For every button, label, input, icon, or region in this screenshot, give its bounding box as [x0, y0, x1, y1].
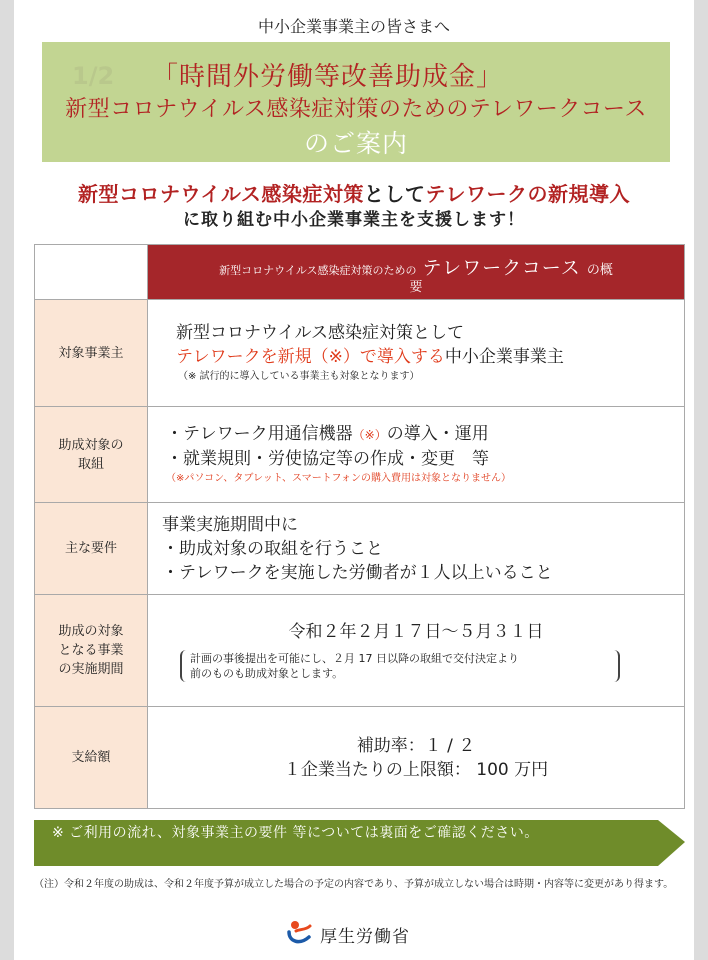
table-row: [35, 707, 685, 809]
target-line2-red: テレワークを新規（※）で導入する: [176, 347, 445, 367]
row-content: [148, 503, 685, 595]
period-text: 令和２年２月１７日～５月３１日: [288, 621, 544, 642]
overview-table: [34, 244, 685, 809]
header-blank-cell: [35, 245, 148, 300]
lead-line2: に取り組む中小企業事業主を支援します！: [183, 210, 525, 230]
period-note-a: 計画の事後提出を可能にし、２月 17 日以降の取組で交付決定より: [190, 651, 519, 665]
ministry-emblem-icon: [286, 918, 314, 946]
period-note: [180, 650, 620, 682]
title-line1: 「時間外労働等改善助成金」: [152, 62, 504, 92]
effort-note: （※パソコン、タブレット、スマートフォンの購入費用は対象となりません）: [166, 473, 511, 484]
title-box: [42, 42, 670, 162]
row-content: [148, 595, 685, 707]
target-line2-black: 中小企業事業主: [444, 347, 564, 367]
req-line3: ・テレワークを実施した労働者が１人以上いること: [162, 562, 553, 583]
header-big: テレワークコース: [422, 257, 581, 279]
header-last: 要: [409, 280, 423, 295]
row-content: [148, 707, 685, 809]
target-note: （※ 試行的に導入している事業主も対象となります）: [178, 371, 420, 382]
ministry-name: 厚生労働省: [320, 927, 410, 947]
target-line2: [162, 345, 670, 369]
rate-text: 補助率：１ / ２: [356, 735, 476, 756]
row-label-a: 助成対象の: [58, 437, 124, 453]
row-label: 対象事業主: [35, 300, 148, 407]
row-label-b: となる事業: [58, 643, 124, 658]
info-arrow-banner: [34, 820, 685, 870]
row-label: 主な要件: [35, 503, 148, 595]
flyer-page: [14, 0, 694, 960]
target-line1: 新型コロナウイルス感染症対策として: [176, 323, 464, 343]
banner-text: ※ ご利用の流れ、対象事業主の要件 等については裏面をご確認ください。: [52, 825, 539, 841]
ministry-logo: [286, 918, 486, 946]
table-row: [35, 300, 685, 407]
header-suffix: の概: [586, 263, 613, 278]
lead-part2: として: [363, 182, 426, 206]
title-line3: のご案内: [303, 129, 408, 158]
lead-part1: 新型コロナウイルス感染症対策: [78, 182, 364, 206]
period-note-b: 前のものも助成対象とします。: [190, 666, 344, 680]
title-line2: 新型コロナウイルス感染症対策のためのテレワークコース: [65, 97, 647, 122]
table-row: [35, 595, 685, 707]
row-label-a: 助成の対象: [58, 624, 124, 639]
table-row: [35, 503, 685, 595]
row-label: [35, 407, 148, 503]
header-small: 新型コロナウイルス感染症対策のための: [219, 264, 417, 277]
effort-line1-mark: （※）: [352, 428, 387, 442]
table-row: [35, 407, 685, 503]
row-label: [35, 595, 148, 707]
page-number: 1/2: [72, 62, 115, 90]
lead-part3: テレワークの新規導入: [425, 182, 630, 206]
row-content: [148, 407, 685, 503]
cap-text: １企業当たりの上限額： 100 万円: [283, 759, 549, 780]
req-line1: 事業実施期間中に: [162, 514, 298, 535]
row-label-b: 取組: [77, 456, 104, 472]
table-header: [148, 245, 685, 300]
req-line2: ・助成対象の取組を行うこと: [162, 538, 383, 559]
effort-line1-b: の導入・運用: [386, 424, 489, 444]
row-label-c: の実施期間: [58, 662, 124, 677]
greeting: 中小企業事業主の皆さまへ: [257, 17, 450, 36]
row-label: 支給額: [35, 707, 148, 809]
effort-line1: [162, 422, 670, 447]
effort-line2: ・就業規則・労使協定等の作成・変更 等: [166, 449, 489, 469]
effort-line1-a: ・テレワーク用通信機器: [166, 424, 353, 444]
lead-line1: [14, 178, 694, 207]
footnote: （注）令和２年度の助成は、令和２年度予算が成立した場合の予定の内容であり、予算が成立しない場合は時期・内容等に変更があり得ます。: [34, 879, 674, 890]
row-content: [148, 300, 685, 407]
